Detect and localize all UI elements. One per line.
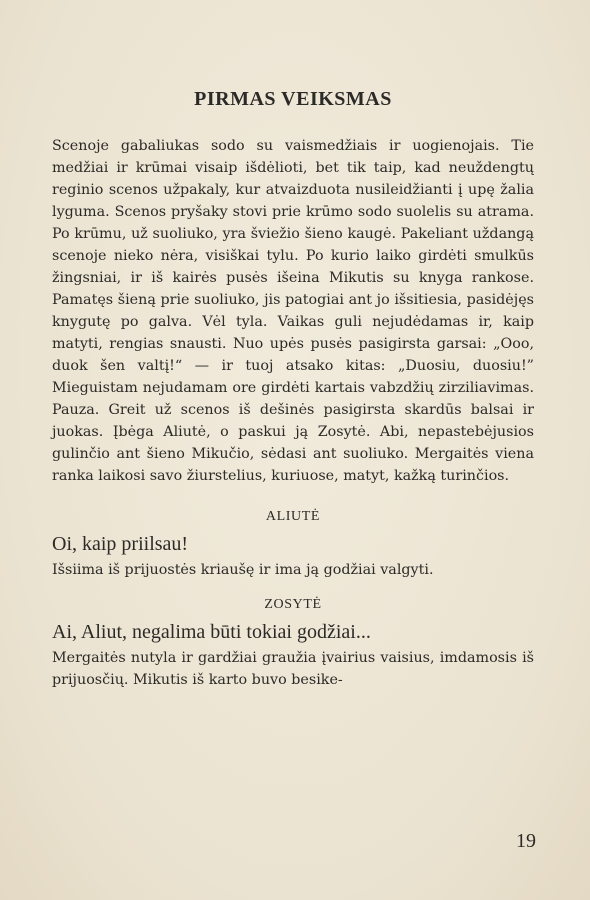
page-content [52, 88, 534, 691]
stage-direction: Mergaitės nutyla ir gardžiai graužia įvairius vaisius, imdamosis iš prijuosčių. Mikutis iš karto buvo besike- [52, 650, 534, 688]
speech-line: Ai, Aliut, negalima būti tokiai godžiai... [52, 621, 371, 643]
speaker-name: ZOSYTĖ [264, 597, 322, 612]
page-number: 19 [516, 830, 536, 852]
act-title: PIRMAS VEIKSMAS [194, 88, 392, 110]
speaker-name: ALIUTĖ [265, 509, 321, 524]
stage-direction: Išsiima iš prijuostės kriaušę ir ima ją godžiai valgyti. [52, 562, 434, 578]
stage-description: Scenoje gabaliukas sodo su vaismedžiais ir uogienojais. Tie medžiai ir krūmai visaip išdėlioti, bet tik taip, kad neuždengtų reginio scenos užpakaly, kur atvaizduota nusileidžianti į upę žalia lyguma. Scenos pryšaky stovi prie krūmo sodo suolelis su atrama. Po krūmu, už suoliuko, yra šviežio šieno kaugė. Pakeliant uždangą scenoje nieko nėra, visiškai tylu. Po kurio laiko girdėti smulkūs žingsniai, ir iš kairės pusės išeina Mikutis su knyga rankose. Pamatęs šieną prie suoliuko, jis patogiai ant jo išsitiesia, pasidėjęs knygutę po galva. Vėl tyla. Vaikas guli nejudėdamas ir, kaip matyti, rengias snausti. Nuo upės pusės pasigirsta garsai: „Ooo, duok šen valtį!“ — ir tuoj atsako kitas: „Duosiu, duosiu!” Mieguistam nejudamam ore girdėti kartais vabzdžių zirziliavimas. Pauza. Greit už scenos iš dešinės pasigirsta skardūs balsai ir juokas. Įbėga Aliutė, o paskui ją Zosytė. Abi, nepastebėjusios gulinčio ant šieno Mikučio, sėdasi ant suoliuko. Mergaitės viena ranka laikosi savo žiurstelius, kuriuose, matyt, kažką turinčios. [52, 138, 534, 484]
speech-line: Oi, kaip priilsau! [52, 533, 189, 555]
